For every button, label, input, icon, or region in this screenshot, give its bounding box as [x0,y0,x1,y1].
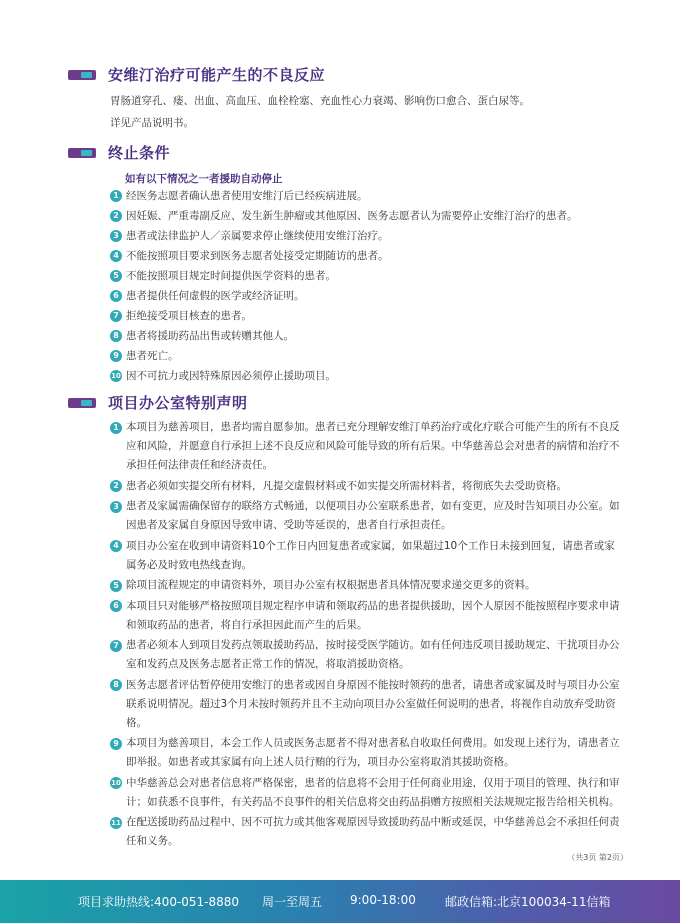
list-item [110,226,620,246]
list-item [110,813,620,851]
list-item [110,186,620,206]
item-text: 除项目流程规定的申请资料外，项目办公室有权根据患者具体情况要求递交更多的资料。 [126,579,536,591]
item-text: 不能按照项目要求到医务志愿者处接受定期随访的患者。 [126,250,389,262]
number-badge: 5 [110,270,122,282]
item-text: 患者必须如实提交所有材料，凡提交虚假材料或不如实提交所需材料者，将彻底失去受助资格。 [126,479,567,492]
item-text: 在配送援助药品过程中、因不可抗力或其他客观原因导致援助药品中断或延误，中华慈善总会不承担任何责任和义务。 [126,816,620,847]
item-text: 经医务志愿者确认患者使用安维汀后已经疾病进展。 [126,190,368,202]
list-item [110,774,620,812]
list-item [110,246,620,266]
number-badge: 3 [110,230,122,242]
section-adverse-reactions [0,64,680,88]
list-item [110,636,620,674]
number-badge: 6 [110,290,122,302]
section-marker-icon [68,148,96,158]
section-marker-icon [68,70,96,80]
section-title: 项目办公室特别声明 [108,394,248,412]
list-item [110,266,620,286]
number-badge: 10 [111,372,121,380]
number-badge: 7 [110,640,122,652]
number-badge: 5 [110,580,122,592]
number-badge: 9 [110,350,122,362]
footer-hotline: 项目求助热线:400-051-8880 [78,895,240,909]
item-text: 患者必须本人到项目发药点领取援助药品，按时接受医学随访。如有任何违反项目援助规定、干扰项目办公室和发药点及医务志愿者正常工作的情况，将取消援助资格。 [126,639,620,670]
number-badge: 8 [110,330,122,342]
item-text: 患者或法律监护人／亲属要求停止继续使用安维汀治疗。 [126,230,389,242]
number-badge: 4 [110,540,122,552]
item-text: 不能按照项目规定时间提供医学资料的患者。 [126,270,336,282]
list-item [110,286,620,306]
statement-list [110,418,620,853]
number-badge: 1 [110,190,122,202]
list-item [110,326,620,346]
termination-subtitle: 如有以下情况之一者援助自动停止 [125,173,283,185]
number-badge: 1 [110,422,122,434]
section-termination [0,142,680,166]
footer-mailbox: 邮政信箱:北京100034-11信箱 [445,895,611,909]
list-item [110,346,620,366]
number-badge: 3 [110,501,122,513]
number-badge: 2 [110,210,122,222]
list-item [110,306,620,326]
section-header [0,64,680,88]
number-badge: 6 [110,600,122,612]
item-text: 拒绝接受项目核查的患者。 [126,310,252,322]
item-text: 患者及家属需确保留存的联络方式畅通，以便项目办公室联系患者，如有变更，应及时告知项目办公室。如因患者及家属自身原因导致申请、受助等延误的，患者自行承担责任。 [126,500,620,531]
list-item [110,418,620,475]
list-item [110,497,620,535]
number-badge: 10 [111,779,121,787]
adverse-line-1: 胃肠道穿孔、瘘、出血、高血压、血栓栓塞、充血性心力衰竭、影响伤口愈合、蛋白尿等。 [110,95,530,107]
list-item [110,734,620,772]
item-text: 因妊娠、严重毒副反应、发生新生肿瘤或其他原因、医务志愿者认为需要停止安维汀治疗的患者。 [126,210,578,222]
list-item [110,597,620,635]
number-badge: 2 [110,480,122,492]
section-title: 安维汀治疗可能产生的不良反应 [108,66,326,84]
section-marker-icon [68,398,96,408]
list-item [110,366,620,386]
item-text: 患者将援助药品出售或转赠其他人。 [126,330,294,342]
number-badge: 4 [110,250,122,262]
termination-list [110,186,620,386]
item-text: 因不可抗力或因特殊原因必须停止援助项目。 [126,370,336,382]
section-header [0,142,680,166]
list-item [110,206,620,226]
list-item [110,537,620,575]
item-text: 中华慈善总会对患者信息将严格保密，患者的信息将不会用于任何商业用途，仅用于项目的管理、执行和审计；如获悉不良事件，有关药品不良事件的相关信息将交由药品捐赠方按照相关法规规定报告给相关机构。 [126,776,620,808]
item-text: 医务志愿者评估暂停使用安维汀的患者或因自身原因不能按时领药的患者，请患者或家属及时与项目办公室联系说明情况。超过3个月未按时领药并且不主动向项目办公室做任何说明的患者，将视作自动放弃受助资格。 [126,678,620,729]
item-text: 本项目只对能够严格按照项目规定程序申请和领取药品的患者提供援助，因个人原因不能按照程序要求申请和领取药品的患者，将自行承担因此而产生的后果。 [126,599,620,631]
item-text: 本项目为慈善项目，本会工作人员或医务志愿者不得对患者私自收取任何费用。如发现上述行为，请患者立即举报。如患者或其家属有向上述人员行贿的行为，项目办公室将取消其援助资格。 [126,737,620,768]
footer-bar [0,880,680,923]
item-text: 项目办公室在收到申请资料10个工作日内回复患者或家属，如果超过10个工作日未接到回复，请患者或家属务必及时致电热线查询。 [126,539,615,571]
number-badge: 11 [111,818,121,827]
number-badge: 8 [110,679,122,691]
page-number: （共3页 第2页） [567,853,628,862]
footer-hours: 9:00-18:00 [350,893,416,907]
item-text: 患者提供任何虚假的医学或经济证明。 [126,290,305,302]
list-item [110,576,620,595]
number-badge: 9 [110,738,122,750]
number-badge: 7 [110,310,122,322]
section-header [0,392,680,416]
section-statement [0,392,680,416]
adverse-line-2: 详见产品说明书。 [110,117,194,129]
section-title: 终止条件 [108,144,171,162]
item-text: 患者死亡。 [126,350,179,362]
footer-days: 周一至周五 [262,895,323,909]
list-item [110,477,620,496]
list-item [110,676,620,733]
item-text: 本项目为慈善项目，患者均需自愿参加。患者已充分理解安维汀单药治疗或化疗联合可能产生的所有不良反应和风险，并愿意自行承担上述不良反应和风险可能导致的所有后果。中华慈善总会对患者的病情和治疗不承担任何法律责任和经济责任。 [126,421,620,471]
